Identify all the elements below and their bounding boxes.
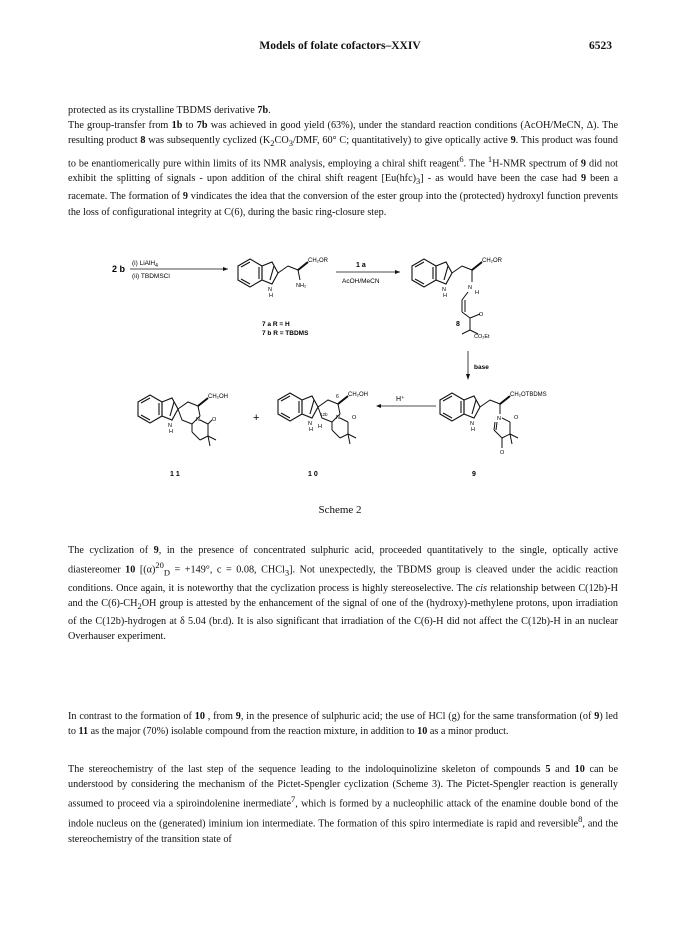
label-7a: 7 a R = H [262, 321, 290, 328]
svg-text:O: O [514, 415, 519, 421]
paragraph-hcl: In contrast to the formation of 10 , from 9, in the presence of sulphuric acid; the use of HCl (g) for the same transformation (of 9) led to 11 as the major (70%) isolable compound from the reaction mixture, in addition to 10 as a minor product. [68, 711, 618, 738]
paragraph-intro: protected as its crystalline TBDMS derivative 7b. The group-transfer from 1b to 7b was achieved in good yield (63%), under the standard reaction conditions (AcOH/MeCN, Δ). The resulting product 8 was subsequently cyclized ($K_2CO_3$/DMF, 60° C; quantitatively) to give optically active 9. This product was found to be enantiomerically pure within limits of its NMR analysis, employing a chiral shift reagent$^6$. The $^1$H-NMR spectrum of 9 did not exhibit the splitting of signals - upon addition of the chiral shift reagent $[Eu(hfc)_3]$ - as would have been the case had 9 been a racemate. The formation of 9 vindicates the idea that the conversion of the ester group into the (protected) hydroxyl function prevents the loss of configurational integrity at C(6), during the basic ring-closure step. [68, 105, 619, 218]
svg-text:N: N [442, 287, 446, 293]
svg-text:12b: 12b [320, 412, 328, 417]
svg-text:H: H [475, 290, 479, 296]
svg-text:CH₂OH: CH₂OH [348, 392, 368, 398]
svg-text:N: N [168, 423, 172, 429]
label-7b: 7 b R = TBDMS [262, 330, 309, 337]
svg-text:N: N [497, 416, 501, 422]
svg-text:H: H [471, 427, 475, 433]
step-reagent-lialh4: (i) LiAlH$_4$ [132, 260, 158, 269]
svg-text:N: N [468, 285, 472, 291]
svg-text:O: O [500, 450, 505, 456]
svg-text:N: N [308, 421, 312, 427]
svg-text:H: H [169, 429, 173, 435]
paragraph-stereochemistry: The stereochemistry of the last step of the sequence leading to the indoloquinolizine skeleton of compounds 5 and 10 can be understood by considering the mechanism of the Pictet-Spengler cyclization (Scheme 3). The Pictet-Spengler reaction is generally assumed to proceed via a spiroindolenine inermediate$^7$, which is formed by a nucleophilic attack of the enamine double bond of the indole nucleus on the (generated) iminium ion intermediate. The formation of this spiro intermediate is rapid and reversible$^8$, and the stereochemistry of the transition state of [68, 764, 618, 845]
scheme-caption: Scheme 2 [318, 504, 362, 516]
reagent-acoh-mecn: AcOH/MeCN [342, 278, 380, 285]
label-10: 1 0 [308, 471, 318, 478]
svg-text:O: O [352, 415, 357, 421]
svg-text:H: H [318, 424, 322, 430]
svg-text:CH₂OR: CH₂OR [308, 258, 328, 264]
svg-text:N: N [268, 287, 272, 293]
structure-9 [440, 392, 547, 456]
page-number: 6523 [589, 40, 612, 52]
step-reagent-tbdmscl: (ii) TBDMSCl [132, 273, 170, 280]
label-8: 8 [456, 321, 460, 328]
label-9: 9 [472, 471, 476, 478]
svg-text:N: N [336, 415, 340, 421]
svg-text:H: H [309, 427, 313, 433]
running-header-title: Models of folate cofactors–XXIV [259, 40, 421, 52]
reagent-base: base [474, 364, 489, 371]
reagent-1a: 1 a [356, 262, 366, 269]
reaction-scheme [110, 256, 590, 496]
structure-11 [138, 394, 228, 446]
svg-text:CH₂OH: CH₂OH [208, 394, 228, 400]
plus-sign: + [253, 412, 260, 424]
label-11: 1 1 [170, 471, 180, 478]
structure-10 [278, 392, 368, 444]
svg-text:CO₂Et: CO₂Et [474, 334, 490, 340]
svg-text:H: H [443, 293, 447, 299]
svg-text:O: O [212, 417, 217, 423]
svg-text:O: O [479, 312, 484, 318]
svg-text:N: N [196, 417, 200, 423]
structure-7 [238, 258, 329, 299]
svg-text:CH₂OTBDMS: CH₂OTBDMS [510, 392, 547, 398]
svg-text:N: N [470, 421, 474, 427]
start-compound-2b: 2 b [112, 264, 126, 274]
svg-text:H: H [269, 293, 273, 299]
svg-text:CH₂OR: CH₂OR [482, 258, 502, 264]
svg-text:6: 6 [336, 394, 339, 400]
svg-text:NH₂: NH₂ [296, 283, 307, 289]
paragraph-cyclization: The cyclization of 9, in the presence of concentrated sulphuric acid, proceeded quantitatively to the single, optically active diastereomer 10 [$(\alpha)^{20}_D = +149^\circ$, c = 0.08, CHCl$_3$]. Not unexpectedly, the TBDMS group is cleaved under the acidic reaction conditions. Once again, it is noteworthy that the cyclization process is highly stereoselective. The cis relationship between C(12b)-H and the $C(6)-CH_2OH$ group is attested by the enhancement of the signal of one of the (hydroxy)-methylene protons, upon irradiation of the C(12b)-hydrogen at δ 5.04 (br.d). It is also significant that irradiation of the C(6)-H did not affect the C(12b)-H in an nuclear Overhauser experiment. [68, 545, 619, 643]
reagent-h-plus: H⁺ [396, 396, 405, 403]
